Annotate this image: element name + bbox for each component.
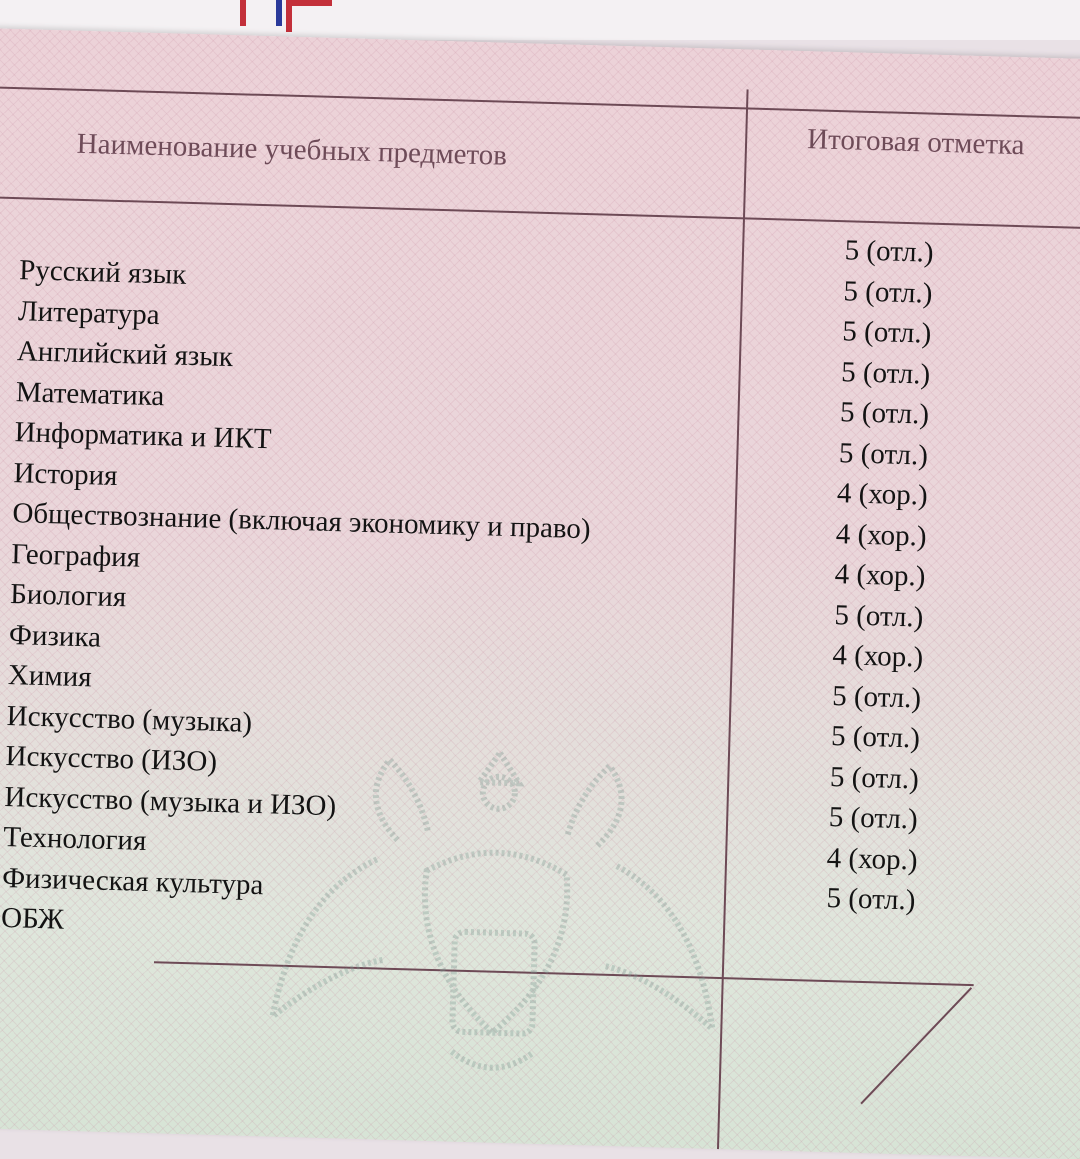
subject-name: Информатика и ИКТ [14, 416, 272, 456]
grade-value: 5 (отл.) [834, 598, 924, 634]
subject-name: Обществознание (включая экономику и право) [12, 497, 592, 546]
subject-name: Физика [8, 618, 102, 654]
grades-list [795, 229, 964, 921]
red-print-fragment [240, 0, 282, 26]
subject-name: Математика [15, 375, 165, 412]
subject-name: Литература [17, 294, 161, 331]
grade-value: 5 (отл.) [828, 801, 919, 836]
subject-name: География [10, 537, 141, 574]
subject-name: История [13, 456, 118, 492]
subject-name: Химия [7, 659, 93, 694]
header-top-rule [0, 86, 1080, 120]
subject-name: Английский язык [16, 335, 234, 374]
subject-name: Искусство (ИЗО) [5, 740, 218, 778]
subject-name: Русский язык [18, 254, 187, 291]
grade-value: 5 (отл.) [839, 396, 930, 431]
subject-name: Искусство (музыка и ИЗО) [4, 780, 337, 822]
header-bottom-rule [0, 196, 1080, 230]
subjects-column-header: Наименование учебных предметов [76, 127, 508, 172]
subjects-list [1, 250, 740, 958]
subject-name: Технология [2, 820, 147, 857]
grade-value: 4 (хор.) [836, 477, 929, 512]
grade-value: 5 (отл.) [826, 881, 916, 917]
grade-value: 4 (хор.) [832, 639, 924, 674]
grade-value: 5 (отл.) [844, 234, 934, 269]
subject-name: Искусство (музыка) [6, 699, 253, 739]
certificate-page [0, 28, 1080, 1159]
grade-value: 5 (отл.) [831, 679, 922, 715]
grade-value: 4 (хор.) [826, 841, 918, 876]
grade-value: 5 (отл.) [840, 355, 931, 391]
red-print-fragment-2 [286, 0, 332, 32]
grade-value: 5 (отл.) [838, 436, 929, 472]
grade-value: 5 (отл.) [841, 315, 932, 350]
grade-value: 5 (отл.) [830, 720, 921, 755]
grade-column-header: Итоговая отметка [806, 123, 1025, 162]
subject-name: Физическая культура [1, 861, 264, 901]
grade-value: 4 (хор.) [834, 558, 926, 593]
grade-value: 5 (отл.) [829, 760, 920, 795]
subject-name: ОБЖ [0, 901, 65, 936]
subject-name: Биология [9, 578, 127, 614]
cancel-diagonal [860, 987, 972, 1104]
grade-value: 5 (отл.) [843, 274, 933, 310]
grade-value: 4 (хор.) [835, 517, 927, 553]
